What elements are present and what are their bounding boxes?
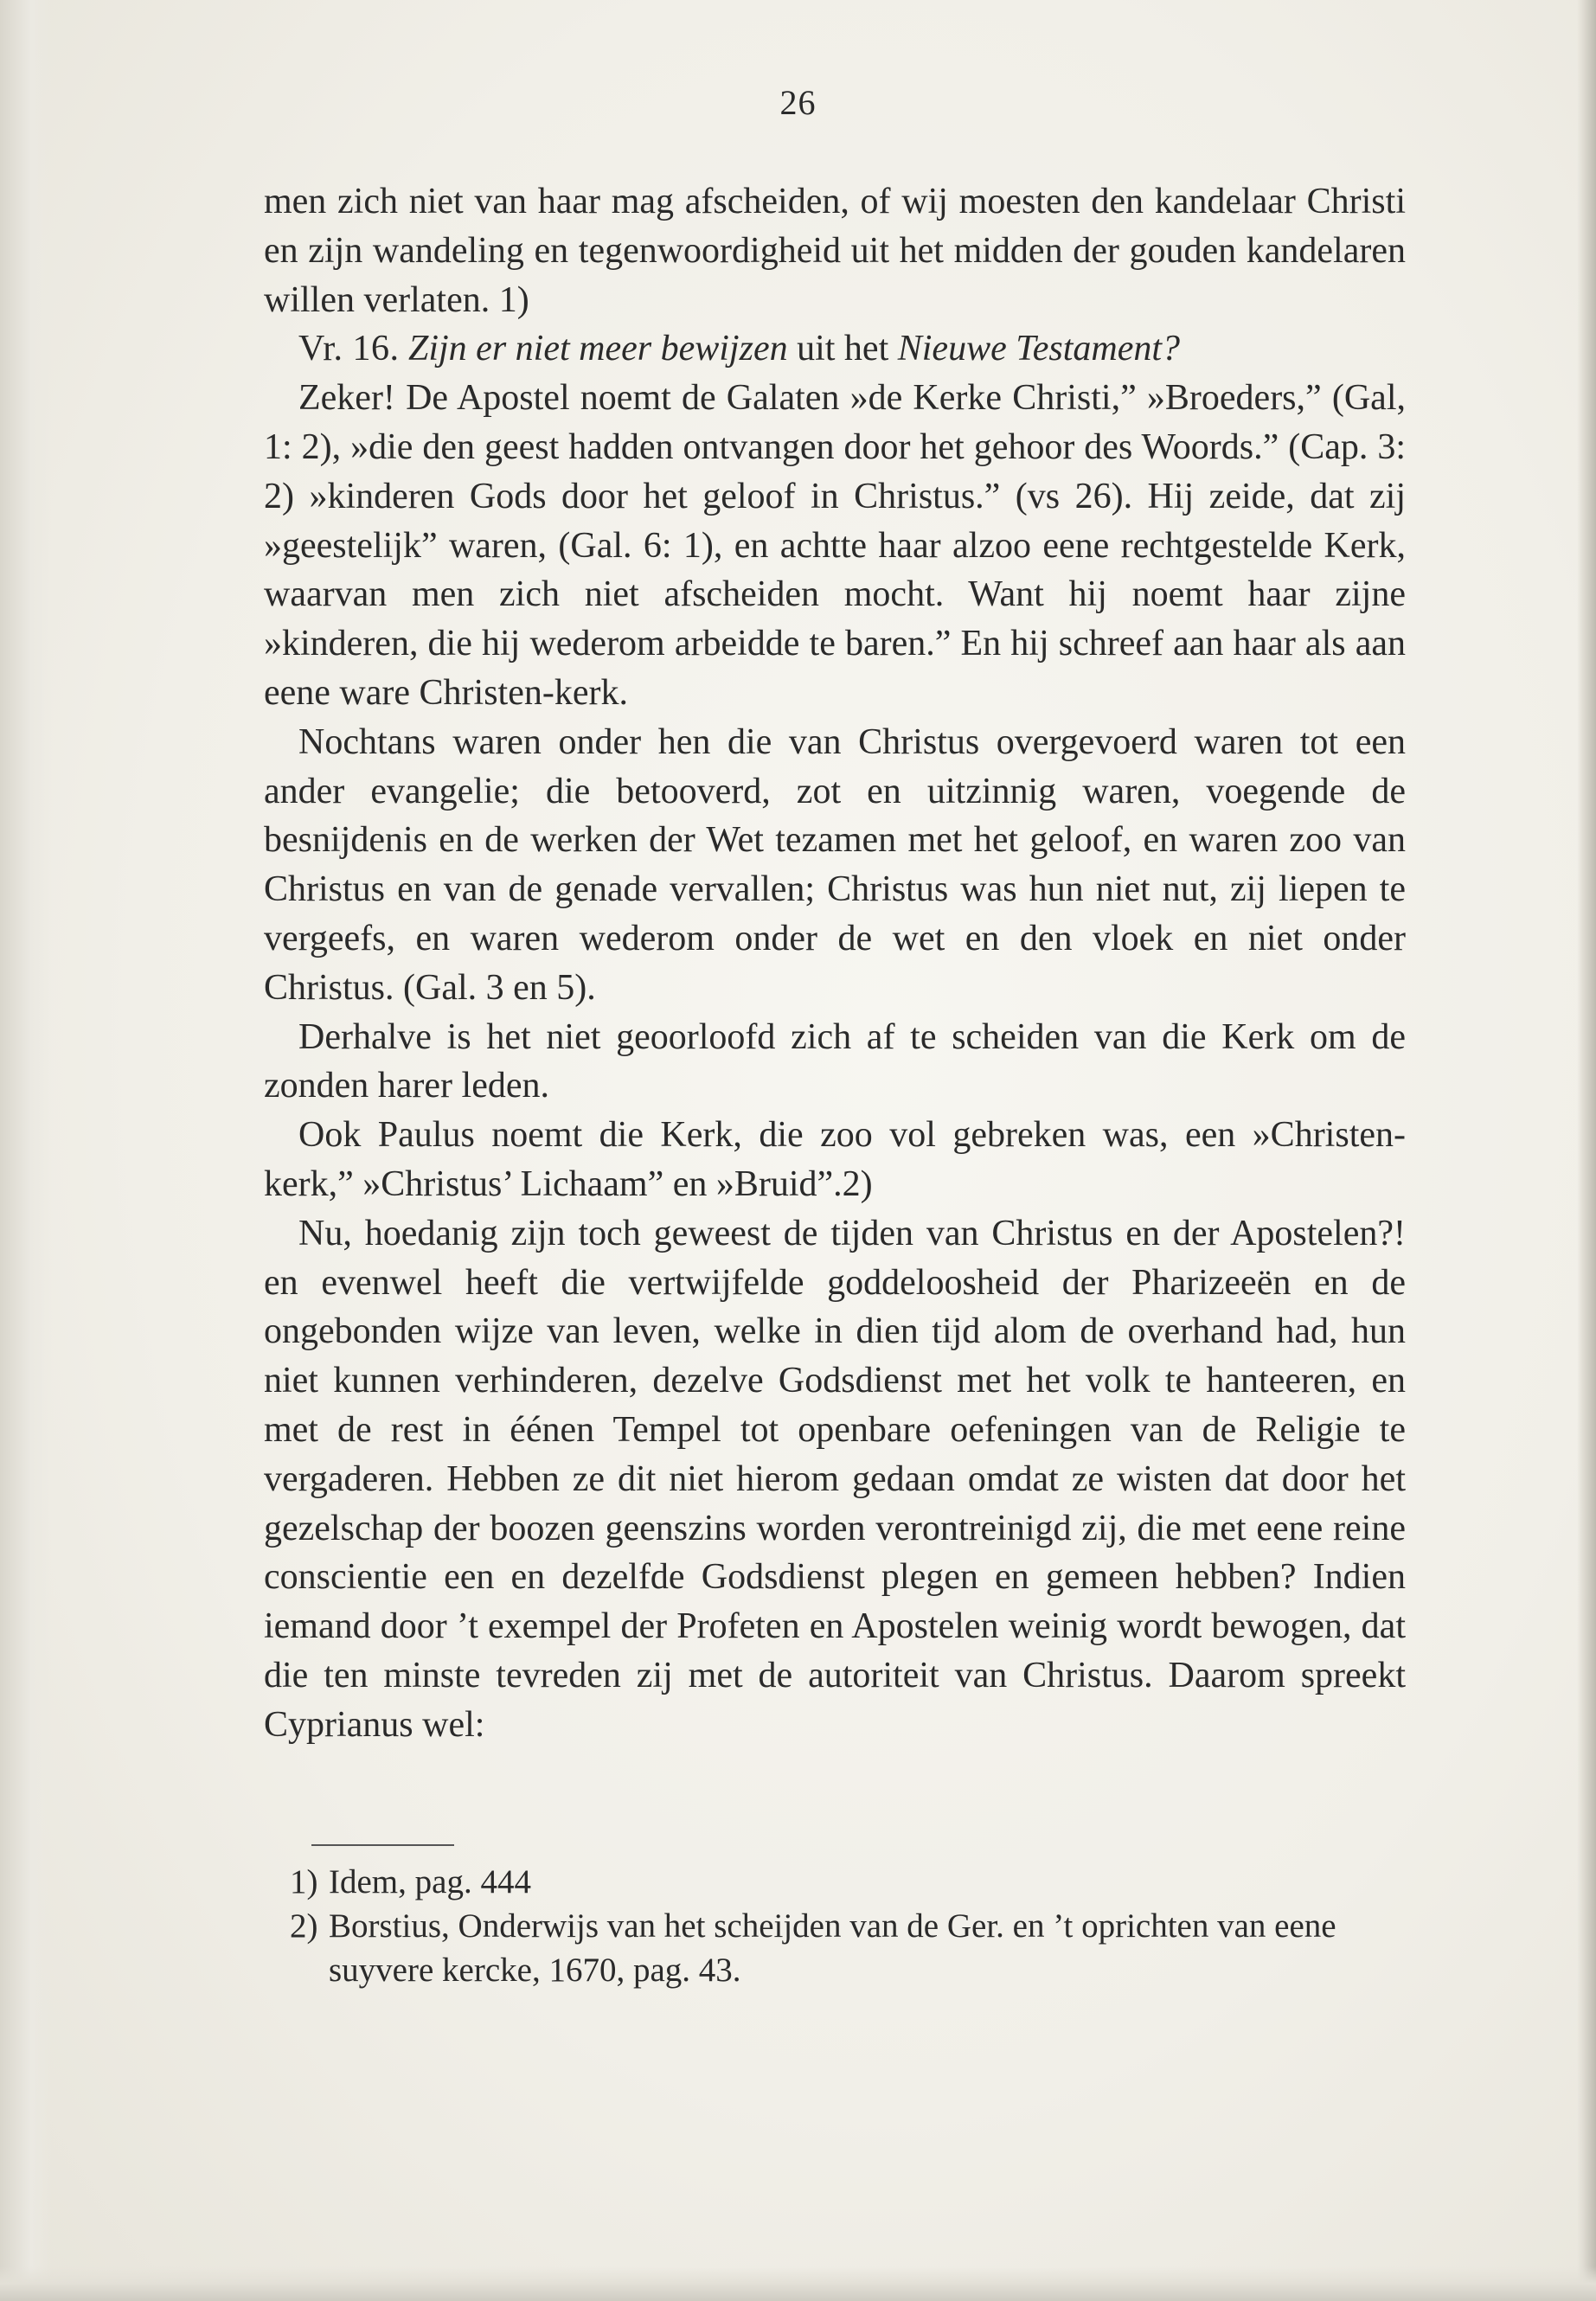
page-number: 26 — [779, 83, 817, 122]
page-bottom-edge-shadow — [0, 2266, 1596, 2301]
footnote — [290, 1904, 1406, 1992]
footnote-text: Borstius, Onderwijs van het scheijden van de Ger. en ’t oprichten van eene suyvere kercke, 1670, pag. 43. — [329, 1907, 1336, 1989]
page-left-edge-shadow — [0, 0, 52, 2301]
paragraph: Nu, hoedanig zijn toch geweest de tijden van Christus en der Apostelen?! en evenwel heeft die vertwijfelde goddeloosheid der Pharizeeën en de ongebonden wijze van leven, welke in dien tijd alom de overhand had, hun niet kunnen verhinderen, dezelve Godsdienst met het volk te hanteeren, en met de rest in éénen Tempel tot openbare oefeningen van de Religie te vergaderen. Hebben ze dit niet hierom gedaan omdat ze wisten dat door het gezelschap der boozen geenszins worden verontreinigd zij, die met eene reine conscientie een en dezelfde Godsdienst plegen en gemeen hebben? Indien iemand door ’t exempel der Profeten en Apostelen weinig wordt bewogen, dat die ten minste tevreden zij met de autoriteit van Christus. Daarom spreekt Cyprianus wel: — [264, 1213, 1406, 1745]
answer-paragraph: Zeker! De Apostel noemt de Galaten »de Kerke Christi,” »Broeders,” (Gal, 1: 2), »die den geest hadden ontvangen door het gehoor des Woords.” (Cap. 3: 2) »kinderen Gods door het geloof in Christus.” (vs 26). Hij zeide, dat zij »geestelijk” waren, (Gal. 6: 1), en achtte haar alzoo eene rechtgestelde Kerk, waarvan men zich niet afscheiden mocht. Want hij noemt haar zijne »kinderen, die hij wederom arbeidde te baren.” En hij schreef aan haar als aan eene ware Christen-kerk. — [264, 378, 1406, 713]
paragraph: Ook Paulus noemt die Kerk, die zoo vol gebreken was, een »Christen-kerk,” »Christus’ Lichaam” en »Bruid”.2) — [264, 1115, 1406, 1204]
footnote — [290, 1860, 1406, 1904]
paragraph: Nochtans waren onder hen die van Christus overgevoerd waren tot een ander evangelie; die betooverd, zot en uitzinnig waren, voegende de besnijdenis en de werken der Wet tezamen met het geloof, en waren zoo van Christus en van de genade vervallen; Christus was hun niet nut, zij liepen te vergeefs, en waren wederom onder de wet en den vloek en niet onder Christus. (Gal. 3 en 5). — [264, 721, 1406, 1008]
question-text: Zijn er niet meer bewijzen — [407, 329, 788, 369]
paragraph-continuation: men zich niet van haar mag afscheiden, of wij moesten den kandelaar Christi en zijn wandeling en tegenwoordigheid uit het midden der gouden kandelaren willen verlaten. 1) — [264, 182, 1406, 320]
page-right-edge-shadow — [1577, 0, 1596, 2301]
question-paragraph — [264, 324, 1406, 374]
question-label: Vr. 16. — [298, 329, 400, 369]
question-text-rest: uit het — [797, 329, 889, 369]
body-text — [264, 177, 1406, 1750]
footnotes — [290, 1860, 1406, 1992]
question-title: Nieuwe Testament? — [897, 329, 1181, 369]
paragraph: Derhalve is het niet geoorloofd zich af te scheiden van die Kerk om de zonden harer leden. — [264, 1016, 1406, 1106]
footnote-separator — [311, 1844, 454, 1846]
footnote-text: Idem, pag. 444 — [329, 1863, 531, 1900]
footnote-number: 1) — [290, 1863, 318, 1900]
footnote-number: 2) — [290, 1907, 318, 1945]
